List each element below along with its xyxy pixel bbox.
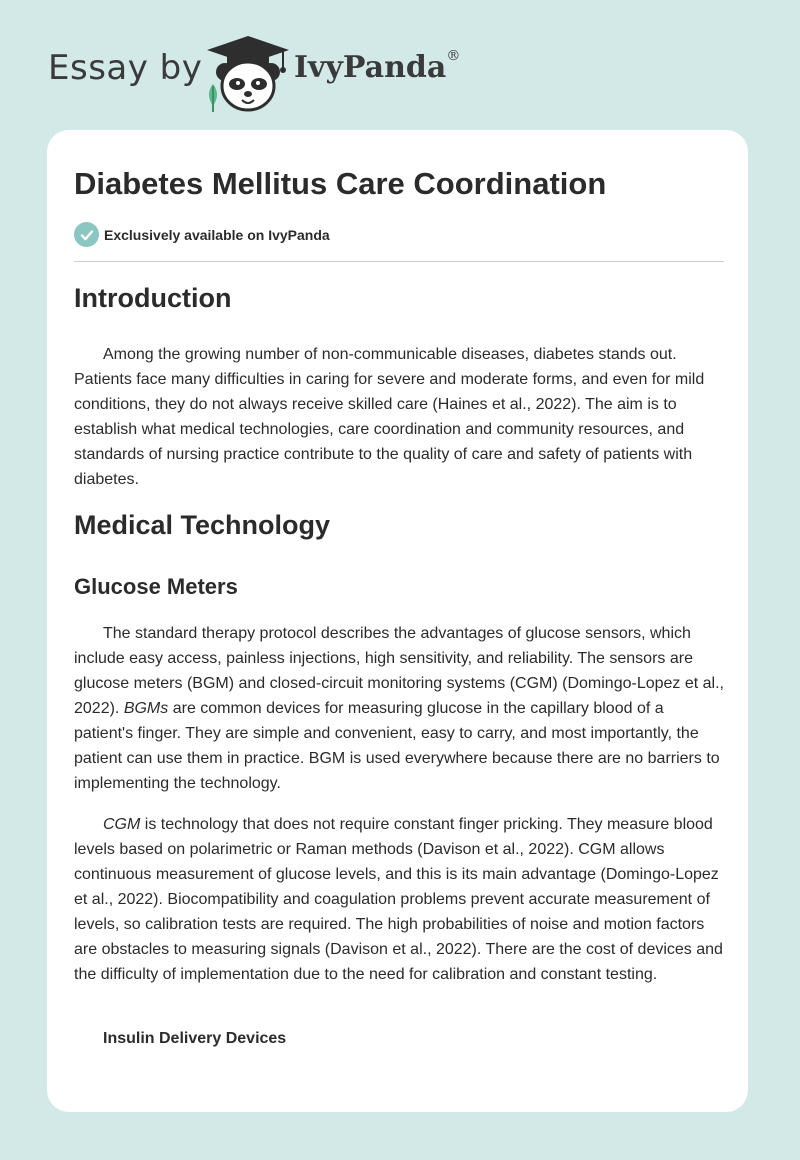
panda-logo-icon[interactable]: [203, 34, 293, 114]
exclusive-badge-label: Exclusively available on IvyPanda: [104, 226, 330, 243]
page-title: Diabetes Mellitus Care Coordination: [74, 166, 607, 201]
glucose-meters-paragraph-2: CGM is technology that does not require constant finger pricking. They measure blood levels based on polarimetric or Raman methods (Davison et al., 2022). CGM allows continuous measurement of glucose levels, and this is its main advantage (Domingo-Lopez et al., 2022). Biocompatibility and coagulation problems prevent accurate measurement of levels, so calibration tests are required. The high probabilities of noise and motion factors are obstacles to measuring signals (Davison et al., 2022). There are the cost of devices and the difficulty of implementation due to the need for calibration and constant testing.: [74, 816, 723, 983]
introduction-paragraph: Among the growing number of non-communicable diseases, diabetes stands out. Patients face many difficulties in caring for severe and moderate forms, and even for mild conditions, they do not always receive skilled care (Haines et al., 2022). The aim is to establish what medical technologies, care coordination and community resources, and standards of nursing practice contribute to the quality of care and safety of patients with diabetes.: [74, 346, 705, 488]
exclusive-badge: [74, 222, 330, 247]
introduction-heading: Introduction: [74, 283, 232, 313]
insulin-delivery-heading: Insulin Delivery Devices: [103, 1030, 287, 1047]
essay-by-label: Essay by: [48, 48, 203, 88]
divider: [74, 261, 724, 262]
glucose-meters-paragraph-1: The standard therapy protocol describes the advantages of glucose sensors, which include easy access, painless injections, high sensitivity, and reliability. The sensors are glucose meters (BGM) and closed-circuit monitoring systems (CGM) (Domingo-Lopez et al., 2022). BGMs are common devices for measuring glucose in the capillary blood of a patient's finger. They are simple and convenient, easy to carry, and most importantly, the patient can use them in practice. BGM is used everywhere because there are no barriers to implementing the technology.: [74, 625, 724, 792]
glucose-meters-heading: Glucose Meters: [74, 574, 238, 599]
brand-name[interactable]: IvyPanda®: [294, 48, 461, 85]
medical-technology-heading: Medical Technology: [74, 510, 331, 540]
check-icon: [74, 222, 99, 247]
essay-card: [47, 130, 748, 1112]
site-header: [48, 30, 548, 110]
